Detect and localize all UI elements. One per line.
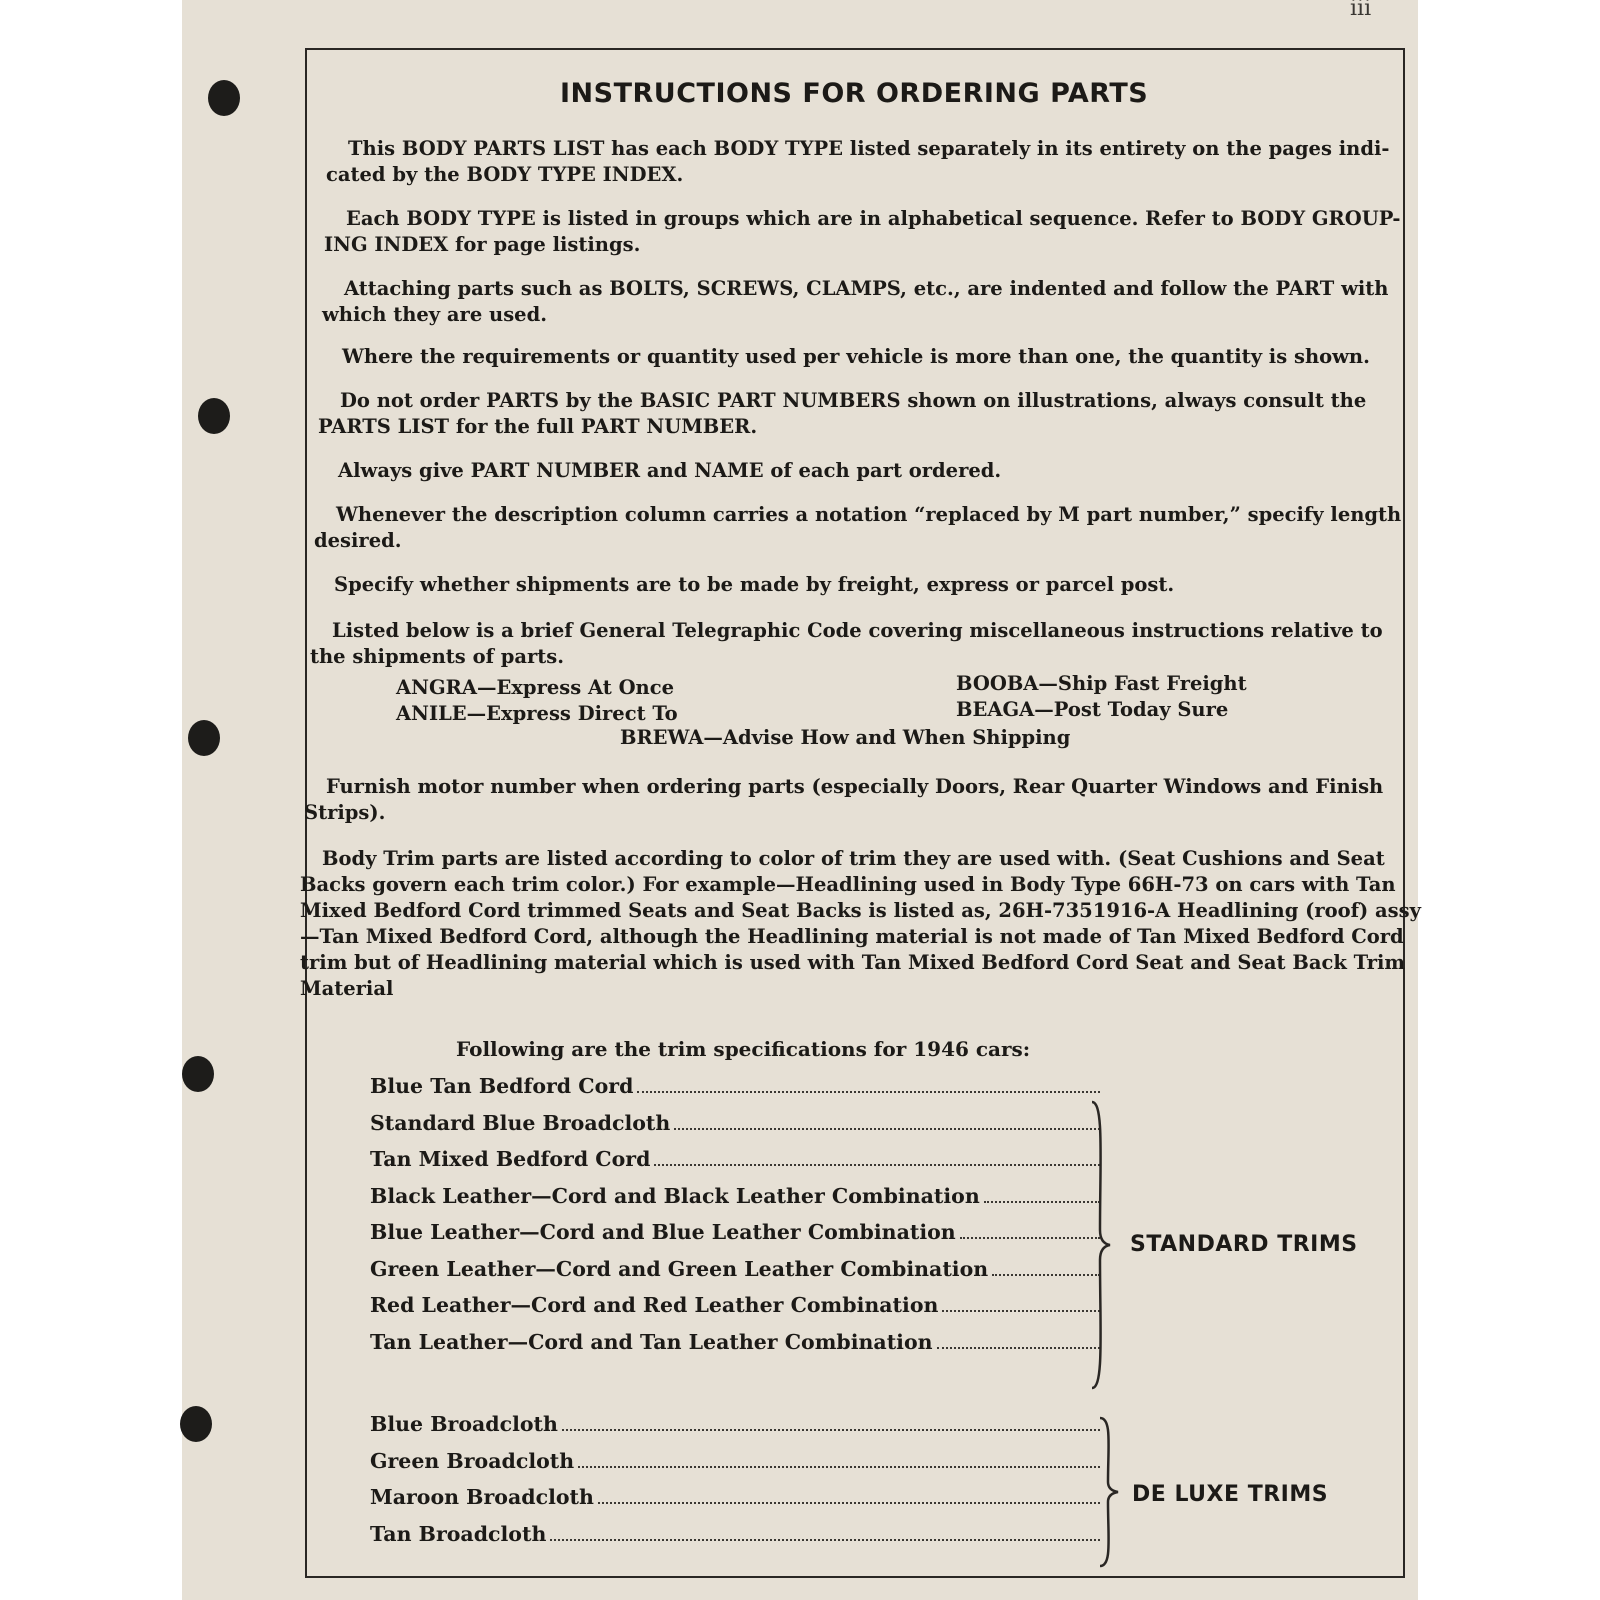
page-number: iii xyxy=(1350,0,1372,21)
telegraphic-code: ANILE—Express Direct To xyxy=(396,702,678,725)
paragraph: Body Trim parts are listed according to color of trim they are used with. (Seat Cushions and Seat Backs govern each trim color.) For example—Headlining used in Body Type 66H-73 on cars with Tan Mixed Bedford Cord trimmed Seats and Seat Backs is listed as, 26H-7351916-A Headlining (roof) assy —Tan Mixed Bedford Cord, although the Headlining material is not made of Tan Mixed Bedford Cord trim but of Headlining material which is used with Tan Mixed Bedford Cord Seat and Seat Back Trim Material xyxy=(300,847,1421,1000)
paragraph: Attaching parts such as BOLTS, SCREWS, CLAMPS, etc., are indented and follow the PART with which they are used. xyxy=(322,277,1389,326)
trim-item: Red Leather—Cord and Red Leather Combination xyxy=(370,1293,1100,1330)
standard-trims-label: STANDARD TRIMS xyxy=(1130,1232,1358,1257)
trim-intro: Following are the trim specifications for 1946 cars: xyxy=(456,1037,1031,1061)
telegraphic-code: BREWA—Advise How and When Shipping xyxy=(620,726,1071,749)
trim-item: Tan Mixed Bedford Cord xyxy=(370,1147,1100,1184)
telegraphic-code: ANGRA—Express At Once xyxy=(396,676,675,699)
paragraph: Furnish motor number when ordering parts (especially Doors, Rear Quarter Windows and Finish Strips). xyxy=(304,775,1384,824)
binder-hole xyxy=(180,1406,212,1442)
trim-item: Black Leather—Cord and Black Leather Combination xyxy=(370,1184,1100,1221)
trim-item: Standard Blue Broadcloth xyxy=(370,1111,1100,1148)
telegraphic-code: BOOBA—Ship Fast Freight xyxy=(956,672,1247,695)
trim-item: Green Leather—Cord and Green Leather Combination xyxy=(370,1257,1100,1294)
trim-item: Green Broadcloth xyxy=(370,1449,1100,1486)
paragraph: Where the requirements or quantity used per vehicle is more than one, the quantity is shown. xyxy=(342,345,1370,368)
paragraph: Do not order PARTS by the BASIC PART NUMBERS shown on illustrations, always consult the PARTS LIST for the full PART NUMBER. xyxy=(318,389,1367,438)
binder-hole xyxy=(208,80,240,116)
page-title: INSTRUCTIONS FOR ORDERING PARTS xyxy=(560,78,1149,109)
trim-item: Blue Broadcloth xyxy=(370,1412,1100,1449)
binder-hole xyxy=(182,1056,214,1092)
paragraph: Specify whether shipments are to be made by freight, express or parcel post. xyxy=(334,573,1175,596)
trim-item: Tan Leather—Cord and Tan Leather Combination xyxy=(370,1330,1100,1367)
trim-item: Blue Leather—Cord and Blue Leather Combination xyxy=(370,1220,1100,1257)
paragraph: Each BODY TYPE is listed in groups which are in alphabetical sequence. Refer to BODY GROUP- ING INDEX for page listings. xyxy=(324,207,1401,256)
deluxe-trims-brace xyxy=(1098,1416,1122,1568)
binder-hole xyxy=(188,720,220,756)
binder-hole xyxy=(198,398,230,434)
deluxe-trims-label: DE LUXE TRIMS xyxy=(1132,1482,1329,1507)
trim-item: Tan Broadcloth xyxy=(370,1522,1100,1559)
paragraph: Whenever the description column carries a notation “replaced by M part number,” specify length desired. xyxy=(314,503,1402,552)
standard-trim-list xyxy=(370,1074,1100,1366)
standard-trims-brace xyxy=(1090,1100,1114,1390)
paragraph: Always give PART NUMBER and NAME of each part ordered. xyxy=(338,459,1002,482)
paragraph: Listed below is a brief General Telegraphic Code covering miscellaneous instructions relative to the shipments of parts. xyxy=(310,619,1383,668)
trim-item: Blue Tan Bedford Cord xyxy=(370,1074,1100,1111)
deluxe-trim-list xyxy=(370,1412,1100,1558)
telegraphic-code: BEAGA—Post Today Sure xyxy=(956,698,1229,721)
paragraph: This BODY PARTS LIST has each BODY TYPE listed separately in its entirety on the pages indi- cated by the BODY TYPE INDEX. xyxy=(326,137,1390,186)
trim-item: Maroon Broadcloth xyxy=(370,1485,1100,1522)
